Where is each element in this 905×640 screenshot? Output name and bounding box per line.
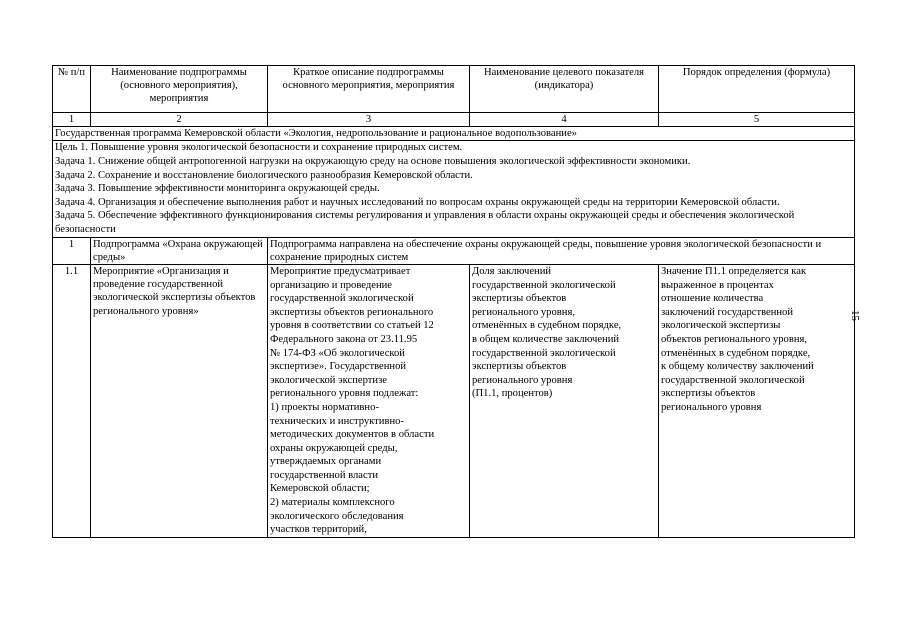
program-title: Государственная программа Кемеровской области «Экология, недропользование и рациональное водопользование» [53, 127, 855, 141]
column-number-row [53, 113, 855, 127]
task-line: Задача 2. Сохранение и восстановление биологического разнообразия Кемеровской области. [55, 169, 473, 181]
measure-num: 1.1 [53, 264, 91, 537]
task-line: Задача 4. Организация и обеспечение выполнения работ и научных исследований по вопросам охраны окружающей среды на территории Кемеровской области. [55, 196, 780, 208]
goals-row [53, 141, 855, 237]
header-num: № п/п [53, 66, 91, 113]
subprogram-num: 1 [53, 237, 91, 264]
task-line: Задача 1. Снижение общей антропогенной нагрузки на окружающую среду на основе повышения экологической эффективности экономики. [55, 156, 691, 167]
measure-indicator [470, 264, 659, 537]
header-row [53, 66, 855, 113]
measure-formula [659, 264, 855, 537]
header-name: Наименование подпрограммы (основного мероприятия), мероприятия [91, 66, 268, 113]
subprogram-name: Подпрограмма «Охрана окружающей среды» [91, 237, 268, 264]
header-indicator: Наименование целевого показателя (индикатора) [470, 66, 659, 113]
measure-indicator-text: Доля заключений государственной экологической экспертизы объектов регионального уровня, отменённых в судебном порядке, в общем количестве заключений государственной экологической экспертизы объектов регионального уровня (П1.1, процентов) [472, 265, 622, 400]
header-formula: Порядок определения (формула) [659, 66, 855, 113]
subprogram-description: Подпрограмма направлена на обеспечение охраны окружающей среды, повышение уровня экологической безопасности и сохранение природных систем [268, 237, 855, 264]
measure-row [53, 264, 855, 537]
task-line: Задача 5. Обеспечение эффективного функционирования системы регулирования и управления в области охраны окружающей среды и обеспечения экологической безопасности [55, 210, 795, 235]
measure-name: Мероприятие «Организация и проведение государственной экологической экспертизы объектов регионального уровня» [91, 264, 268, 537]
program-title-row [53, 127, 855, 141]
column-number: 5 [659, 113, 855, 127]
subprogram-row [53, 237, 855, 264]
page-number: 15 [849, 310, 861, 321]
goal-line: Цель 1. Повышение уровня экологической безопасности и сохранение природных систем. [55, 142, 463, 154]
goals-cell [53, 141, 855, 237]
task-line: Задача 3. Повышение эффективности мониторинга окружающей среды. [55, 183, 380, 195]
program-table [52, 65, 855, 538]
column-number: 4 [470, 113, 659, 127]
column-number: 3 [268, 113, 470, 127]
measure-description [268, 264, 470, 537]
measure-description-text: Мероприятие предусматривает организацию и проведение государственной экологической экспертизы объектов регионального уровня в соответствии со статьей 12 Федерального закона от 23.11.95 № 174-ФЗ «Об экологической экспертизе». Государственной экологической экспертизе регионального уровня подлежат: 1) проекты нормативно- технических и инструктивно- методических документов в области охраны окружающей среды, утверждаемых органами государственной власти Кемеровской области; 2) материалы комплексного экологического обследования участков территорий, [270, 265, 435, 536]
measure-formula-text: Значение П1.1 определяется как выраженное в процентах отношение количества заключений государственной экологической экспертизы объектов регионального уровня, отменённых в судебном порядке, к общему количеству заключений государственной экологической экспертизы объектов регионального уровня [661, 265, 814, 413]
column-number: 2 [91, 113, 268, 127]
header-description: Краткое описание подпрограммы основного мероприятия, мероприятия [268, 66, 470, 113]
column-number: 1 [53, 113, 91, 127]
